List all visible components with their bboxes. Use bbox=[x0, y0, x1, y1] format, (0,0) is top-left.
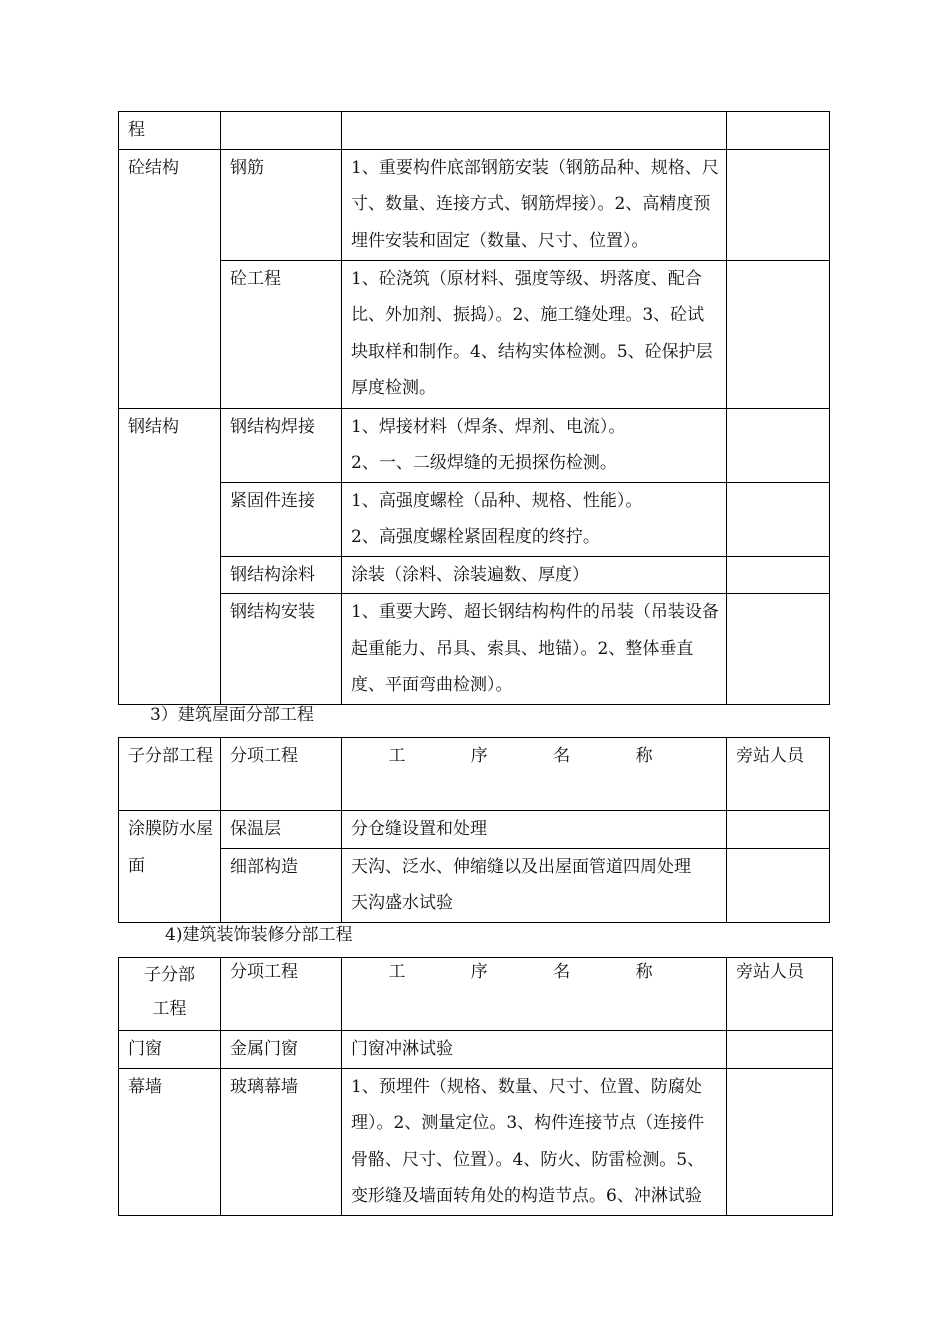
table-row bbox=[119, 848, 830, 922]
process-line: 2、高强度螺栓紧固程度的终拧。 bbox=[351, 527, 600, 547]
process-line: 天沟、泛水、伸缩缝以及出屋面管道四周处理 bbox=[351, 856, 691, 877]
item-cell: 紧固件连接 bbox=[221, 482, 342, 556]
process-line: 1、高强度螺栓（品种、规格、性能）。 bbox=[351, 490, 643, 511]
item-cell: 金属门窗 bbox=[221, 1031, 342, 1069]
subdivision-cell: 幕墙 bbox=[119, 1068, 221, 1215]
staff-cell bbox=[727, 482, 830, 556]
table-row bbox=[119, 260, 830, 408]
table-row bbox=[119, 1031, 833, 1069]
table-row bbox=[119, 482, 830, 556]
process-cell bbox=[342, 848, 727, 922]
subdivision-cell: 程 bbox=[119, 112, 221, 150]
item-cell: 细部构造 bbox=[221, 848, 342, 922]
staff-cell bbox=[727, 594, 830, 705]
header-subdivision: 子分部工程 bbox=[119, 738, 221, 811]
process-cell: 1、重要构件底部钢筋安装（钢筋品种、规格、尺寸、数量、连接方式、钢筋焊接）。2、高精度预埋件安装和固定（数量、尺寸、位置）。 bbox=[342, 149, 727, 260]
header-process bbox=[342, 738, 727, 811]
process-cell bbox=[342, 482, 727, 556]
roofing-table bbox=[118, 737, 830, 923]
table-header-row bbox=[119, 958, 833, 1031]
process-line: 2、一、二级焊缝的无损探伤检测。 bbox=[351, 453, 617, 473]
process-cell: 1、重要大跨、超长钢结构构件的吊装（吊装设备起重能力、吊具、索具、地锚）。2、整体垂直度、平面弯曲检测）。 bbox=[342, 594, 727, 705]
header-process-text: 工 序 名 称 bbox=[388, 962, 683, 982]
process-cell: 1、砼浇筑（原材料、强度等级、坍落度、配合比、外加剂、振捣）。2、施工缝处理。3、砼试块取样和制作。4、结构实体检测。5、砼保护层厚度检测。 bbox=[342, 260, 727, 408]
header-item: 分项工程 bbox=[221, 738, 342, 811]
item-cell bbox=[221, 112, 342, 150]
table-row bbox=[119, 149, 830, 260]
process-line: 天沟盛水试验 bbox=[351, 893, 453, 913]
process-cell: 1、预埋件（规格、数量、尺寸、位置、防腐处理）。2、测量定位。3、构件连接节点（连接件骨骼、尺寸、位置）。4、防火、防雷检测。5、变形缝及墙面转角处的构造节点。6、冲淋试验 bbox=[342, 1068, 727, 1215]
item-cell: 钢结构焊接 bbox=[221, 408, 342, 482]
table-row bbox=[119, 112, 830, 150]
item-cell: 钢结构安装 bbox=[221, 594, 342, 705]
table-row bbox=[119, 556, 830, 594]
staff-cell bbox=[727, 1031, 833, 1069]
staff-cell bbox=[727, 556, 830, 594]
section-caption-roofing: 3）建筑屋面分部工程 bbox=[150, 705, 314, 725]
structure-inspection-table bbox=[118, 111, 830, 705]
item-cell: 保温层 bbox=[221, 811, 342, 849]
process-cell bbox=[342, 112, 727, 150]
staff-cell bbox=[727, 1068, 833, 1215]
process-cell: 分仓缝设置和处理 bbox=[342, 811, 727, 849]
table-row bbox=[119, 594, 830, 705]
table-header-row bbox=[119, 738, 830, 811]
header-item: 分项工程 bbox=[221, 958, 342, 1031]
item-cell: 砼工程 bbox=[221, 260, 342, 408]
item-cell: 钢筋 bbox=[221, 149, 342, 260]
staff-cell bbox=[727, 848, 830, 922]
header-staff: 旁站人员 bbox=[727, 738, 830, 811]
table-row bbox=[119, 408, 830, 482]
process-cell: 门窗冲淋试验 bbox=[342, 1031, 727, 1069]
decoration-table bbox=[118, 957, 833, 1216]
header-subdivision-line: 子分部 bbox=[144, 965, 195, 985]
header-process-text: 工 序 名 称 bbox=[388, 746, 683, 766]
subdivision-cell: 门窗 bbox=[119, 1031, 221, 1069]
header-process bbox=[342, 958, 727, 1031]
header-subdivision-line: 工程 bbox=[152, 999, 187, 1019]
subdivision-cell: 砼结构 bbox=[119, 149, 221, 408]
header-subdivision bbox=[119, 958, 221, 1031]
header-staff: 旁站人员 bbox=[727, 958, 833, 1031]
table-row bbox=[119, 1068, 833, 1215]
subdivision-cell: 涂膜防水屋面 bbox=[119, 811, 221, 923]
process-cell bbox=[342, 408, 727, 482]
subdivision-cell: 钢结构 bbox=[119, 408, 221, 705]
staff-cell bbox=[727, 149, 830, 260]
item-cell: 玻璃幕墙 bbox=[221, 1068, 342, 1215]
item-cell: 钢结构涂料 bbox=[221, 556, 342, 594]
section-caption-decoration: 4)建筑装饰装修分部工程 bbox=[165, 925, 353, 945]
staff-cell bbox=[727, 811, 830, 849]
staff-cell bbox=[727, 260, 830, 408]
process-cell: 涂装（涂料、涂装遍数、厚度） bbox=[342, 556, 727, 594]
process-line: 1、焊接材料（焊条、焊剂、电流）。 bbox=[351, 416, 626, 437]
staff-cell bbox=[727, 112, 830, 150]
table-row bbox=[119, 811, 830, 849]
staff-cell bbox=[727, 408, 830, 482]
